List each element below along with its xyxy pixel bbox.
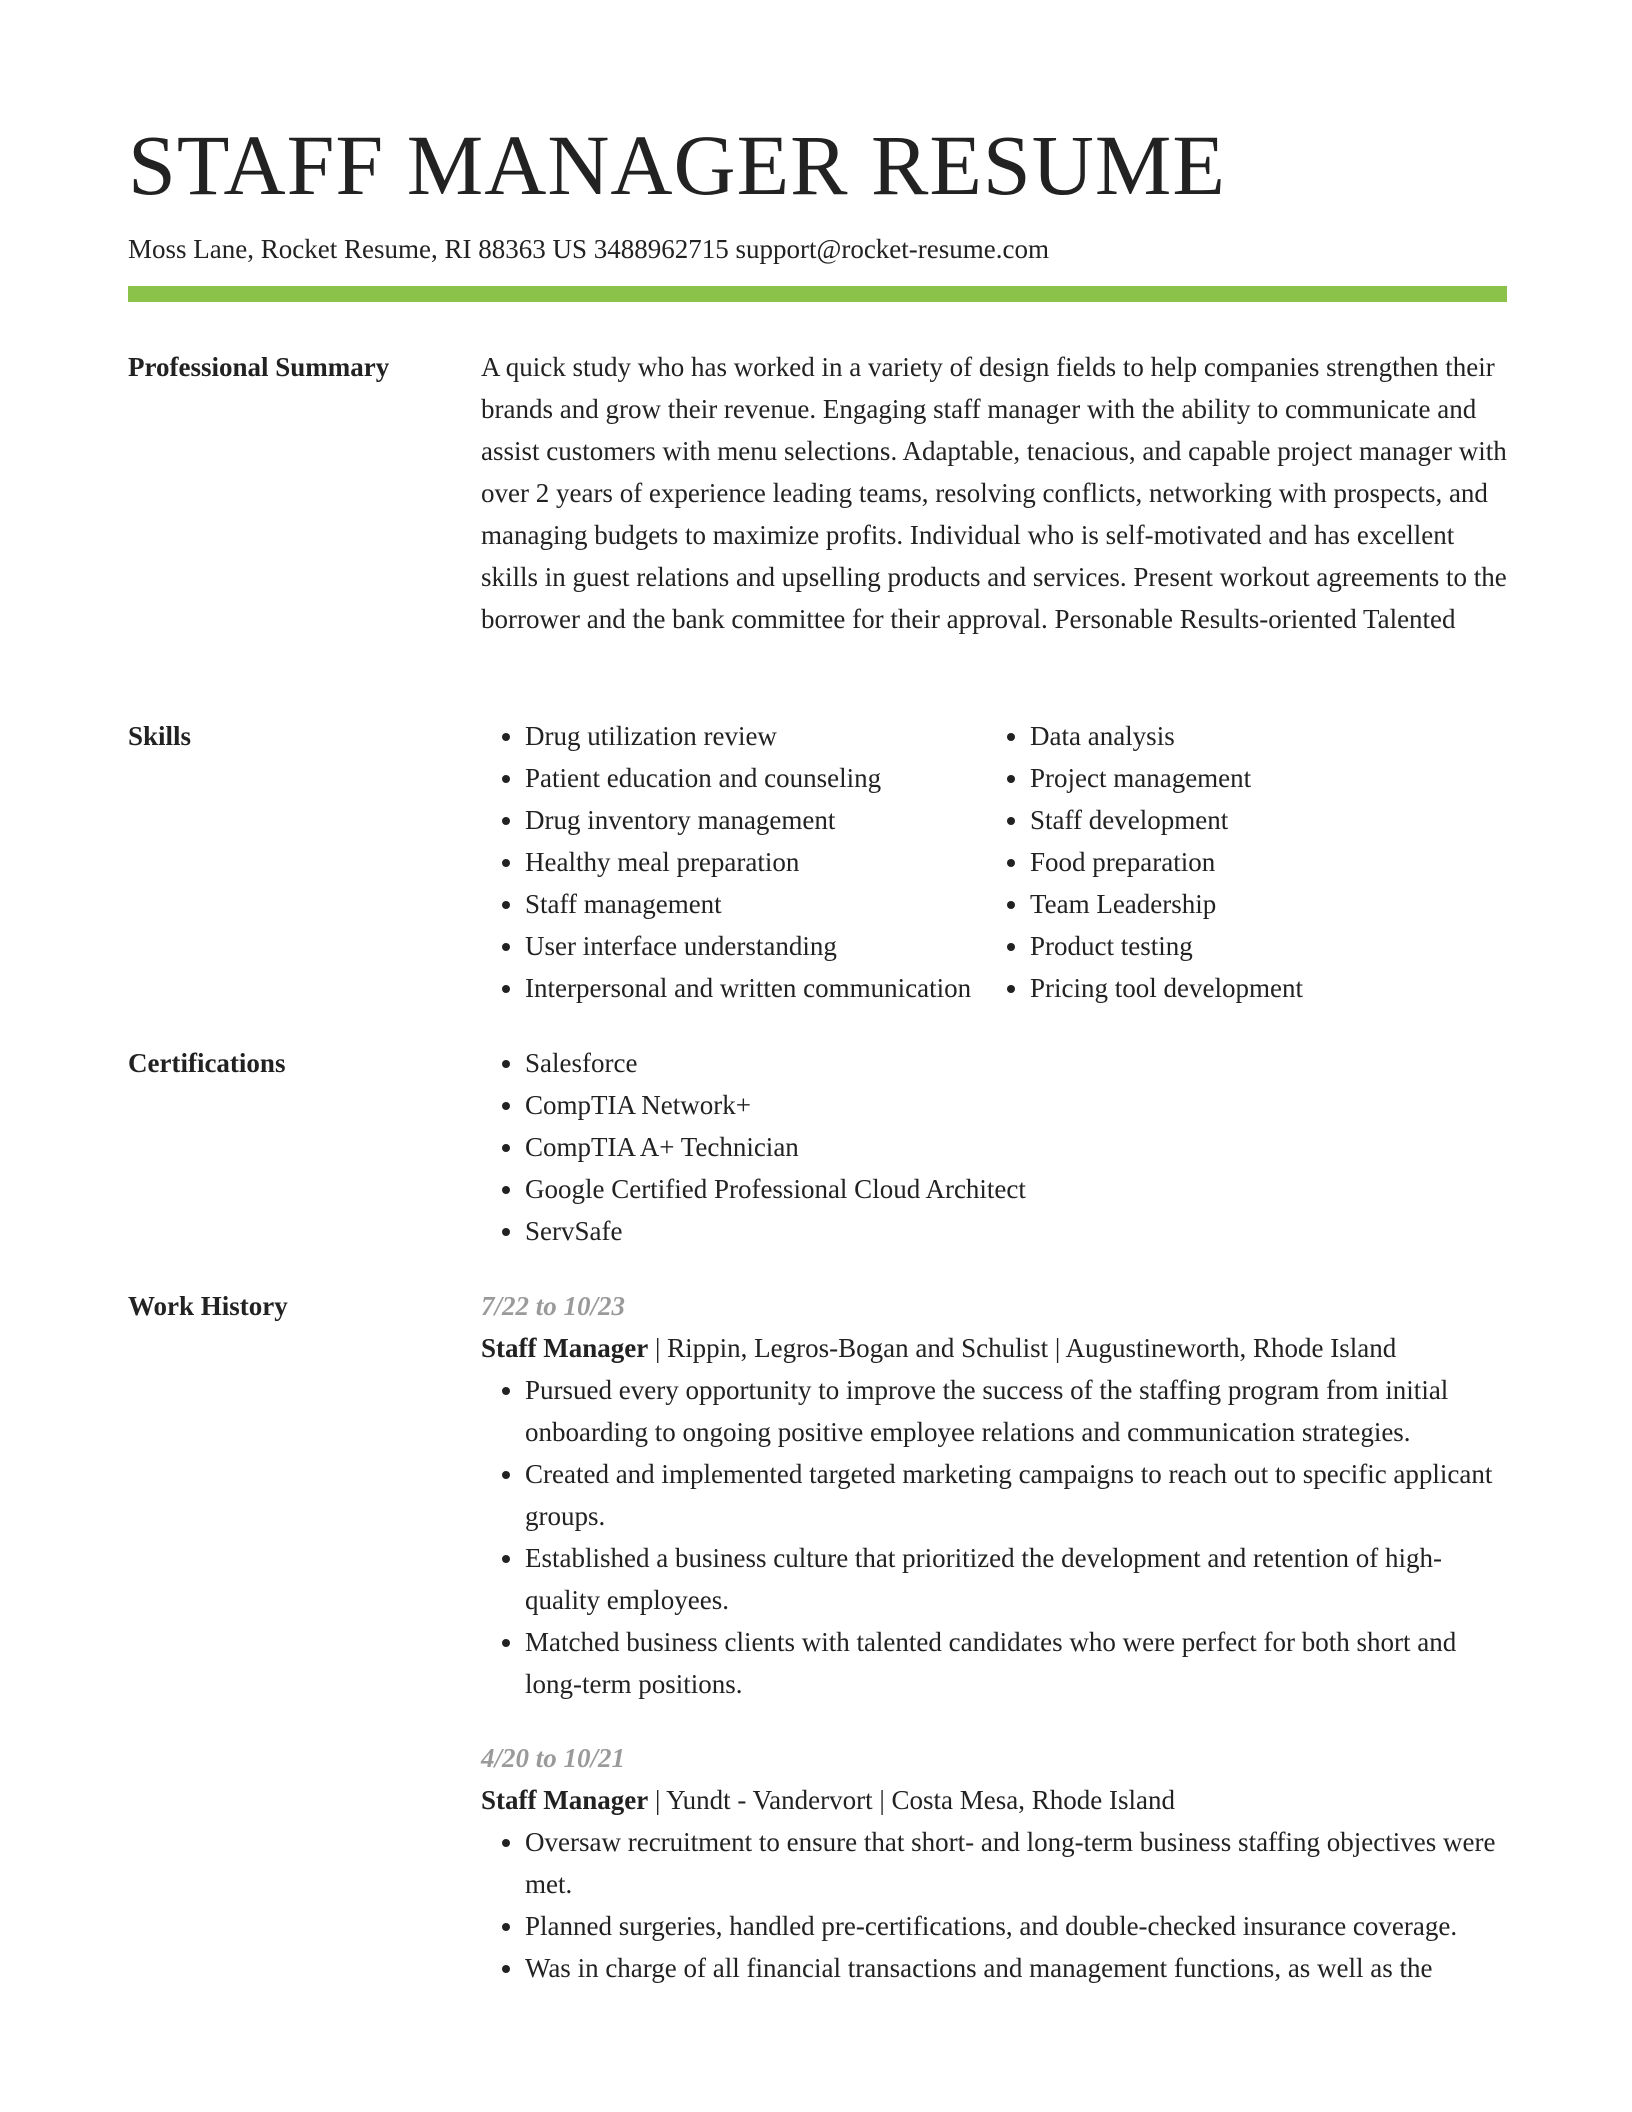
skill-item: • Pricing tool development — [1030, 967, 1535, 1009]
job-header — [481, 1327, 1507, 1369]
summary-body — [481, 346, 1507, 640]
skill-item: • Project management — [1030, 757, 1535, 799]
skill-item: • Healthy meal preparation — [525, 841, 1030, 883]
work-history-heading: Work History — [128, 1291, 288, 1321]
job-dates: 7/22 to 10/23 — [481, 1291, 626, 1321]
job-duty: • Was in charge of all financial transactions and management functions, as well as the — [525, 1947, 1507, 1989]
summary-text: A quick study who has worked in a variety of design fields to help companies strengthen their brands and grow their revenue. Engaging staff manager with the ability to communicate and assist customers with menu selections. Adaptable, tenacious, and capable project manager with over 2 years of experience leading teams, resolving conflicts, networking with prospects, and managing budgets to maximize profits. Individual who is self-motivated and has excellent skills in guest relations and upselling products and services. Present workout agreements to the borrower and the bank committee for their approval. Personable Results-oriented Talented — [481, 352, 1507, 634]
skill-item: • Food preparation — [1030, 841, 1535, 883]
skills-body — [481, 715, 1507, 1009]
skill-item: • Data analysis — [1030, 715, 1535, 757]
job-duties-list — [481, 1821, 1507, 1989]
job-entry — [481, 1285, 1507, 1705]
header-divider — [128, 286, 1507, 302]
certifications-heading: Certifications — [128, 1048, 286, 1078]
certifications-body — [481, 1042, 1507, 1252]
job-title: Staff Manager — [481, 1333, 649, 1363]
skill-item: • Staff management — [525, 883, 1030, 925]
skills-heading: Skills — [128, 721, 192, 751]
job-details: | Rippin, Legros-Bogan and Schulist | Augustineworth, Rhode Island — [648, 1333, 1397, 1363]
skill-item: • Team Leadership — [1030, 883, 1535, 925]
skill-item: • Drug inventory management — [525, 799, 1030, 841]
skill-item: • Patient education and counseling — [525, 757, 1030, 799]
job-entry — [481, 1737, 1507, 1989]
skills-list-left — [481, 715, 1030, 1009]
job-title: Staff Manager — [481, 1785, 649, 1815]
certification-item: • Google Certified Professional Cloud Architect — [525, 1168, 1507, 1210]
skills-list-right — [986, 715, 1535, 1009]
job-duty: • Matched business clients with talented candidates who were perfect for both short and long-term positions. — [525, 1621, 1507, 1705]
job-header — [481, 1779, 1507, 1821]
job-duty: • Pursued every opportunity to improve the success of the staffing program from initial onboarding to ongoing positive employee relations and communication strategies. — [525, 1369, 1507, 1453]
skill-item: • Drug utilization review — [525, 715, 1030, 757]
certification-item: • CompTIA Network+ — [525, 1084, 1507, 1126]
work-history-body — [481, 1285, 1507, 1989]
skill-item: • User interface understanding — [525, 925, 1030, 967]
certifications-list — [481, 1042, 1507, 1252]
job-duty: • Planned surgeries, handled pre-certifications, and double-checked insurance coverage. — [525, 1905, 1507, 1947]
skill-item: • Product testing — [1030, 925, 1535, 967]
resume-title: STAFF MANAGER RESUME — [128, 117, 1226, 213]
job-duties-list — [481, 1369, 1507, 1705]
job-dates: 4/20 to 10/21 — [481, 1743, 626, 1773]
contact-line: Moss Lane, Rocket Resume, RI 88363 US 3488962715 support@rocket-resume.com — [128, 234, 1049, 264]
job-duty: • Established a business culture that prioritized the development and retention of high-quality employees. — [525, 1537, 1507, 1621]
job-duty: • Created and implemented targeted marketing campaigns to reach out to specific applicant groups. — [525, 1453, 1507, 1537]
summary-heading: Professional Summary — [128, 352, 390, 382]
certification-item: • ServSafe — [525, 1210, 1507, 1252]
job-duty: • Oversaw recruitment to ensure that short- and long-term business staffing objectives were met. — [525, 1821, 1507, 1905]
skill-item: • Staff development — [1030, 799, 1535, 841]
job-details: | Yundt - Vandervort | Costa Mesa, Rhode Island — [648, 1785, 1175, 1815]
skill-item: • Interpersonal and written communication — [525, 967, 1030, 1009]
certification-item: • Salesforce — [525, 1042, 1507, 1084]
certification-item: • CompTIA A+ Technician — [525, 1126, 1507, 1168]
